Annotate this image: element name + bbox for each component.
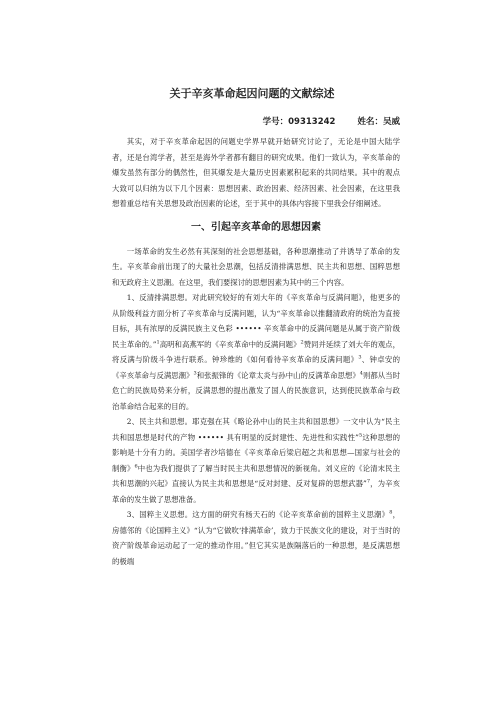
footnote-ref: 4 xyxy=(359,370,363,377)
footnote-ref: 3 xyxy=(358,354,362,361)
paragraph-anti-manchu xyxy=(112,290,400,414)
footnote-ref: 2 xyxy=(300,339,304,346)
intro-paragraph: 其实，对于辛亥革命起因的问题史学界早就开始研究讨论了，无论是中国大陆学者，还是台湾学者，甚至是海外学者都有翻目的研究成果。他们一致认为，辛亥革命的爆发虽然有部分的偶然性，但其爆发是大量历史因素累积起来的共同结果。其中的观点大致可以归纳为以下几个因素：思想因素、政治因素、经济因素、社会因素，在这里我想着重总结有关思想及政治因素的论述，至于其中的具体内容接下里我会仔细阐述。 xyxy=(112,137,400,208)
footnote-ref: 5 xyxy=(358,432,363,439)
text-run: 1、反清排满思想。对此研究较好的有刘大年的《辛亥革命与反满问题》，他更多的从阶级利益方面分析了辛亥革命与反满问题，认为“辛亥革命以推翻清政府的统治为直接目标，具有浓厚的反满民族主义色彩 •••••• 辛亥革命中的反满问题是从属于资产阶级民主革命的。” xyxy=(112,293,400,349)
text-run: ，为辛亥革命的发生做了思想准备。 xyxy=(112,479,400,504)
text-run: 则都从当时危亡的民族局势来分析，反满思想的提出激发了国人的民族意识，达到使民族革命与政治革命结合起来的目的。 xyxy=(112,370,400,411)
student-id-label: 学号： xyxy=(262,117,289,127)
student-id: 09313242 xyxy=(288,117,336,127)
section-intro-paragraph: 一场革命的发生必然有其深刻的社会思想基础，各种思潮推动了并诱导了革命的发生。辛亥革命前出现了的大量社会思潮，包括反清排满思想、民主共和思想、国粹思想和无政府主义思潮。在这里，我们要探讨的思想因素为其中的三个内容。 xyxy=(112,246,400,287)
text-run: 赞同并延续了刘大年的观点，将反满与阶级斗争进行联系。钟珍维的《如何看待辛亥革命的反满问题》 xyxy=(112,339,400,364)
text-run: 和张振锋的《论章太炎与孙中山的反满革命思想》 xyxy=(196,370,360,380)
text-run: ，房德邻的《论国粹主义》“认为“它做吹‘排满革命’，致力于民族文化的建设，对于当时的资产阶级革命运动起了一定的推动作用。”但它其实是族隔落后的一种思想，是反满思想的极端 xyxy=(112,510,400,566)
text-run: 、钟卓安的《辛亥革命与反满思潮》 xyxy=(112,355,400,380)
paragraph-republican xyxy=(112,414,400,507)
text-run: 高明和高燕军的《辛亥革命中的反满问题》 xyxy=(159,339,301,349)
footnote-ref: 1 xyxy=(156,339,160,346)
text-run: 这种思想的影响是十分有力的。美国学者沙培德在《辛亥革命后梁启超之共和思想—国家与社会的制衡》 xyxy=(112,432,400,473)
paragraph-national-essence xyxy=(112,507,400,569)
author-name: 吴威 xyxy=(382,117,400,127)
section-heading: 一、引起辛亥革命的思想因素 xyxy=(191,221,321,233)
name-label: 姓名： xyxy=(357,117,383,127)
author-info xyxy=(112,114,400,130)
text-run: 中也为我们提供了了解当时民主共和思想情况的新视角。刘义应的《论清末民主共和思潮的兴起》直接认为民主共和思想是“反对封建、反对复辟的思想武器” xyxy=(112,463,400,488)
document-title: 关于辛亥革命起因问题的文献综述 xyxy=(169,87,335,100)
footnote-ref: 3 xyxy=(193,370,197,377)
footnote-ref: 8 xyxy=(389,509,393,516)
text-run: 2、民主共和思想。耶克强在其《略论孙中山的民主共和国思想》一文中认为“民主共和国思想是时代的产物 •••••• 具有明显的反封建性、先进性和实践性” xyxy=(112,417,400,442)
footnote-ref: 6 xyxy=(134,463,138,470)
footnote-ref: 7 xyxy=(366,478,371,485)
text-run: 3、国粹主义思想。这方面的研究有杨天石的《论辛亥革命前的国粹主义思潮》 xyxy=(126,510,390,519)
